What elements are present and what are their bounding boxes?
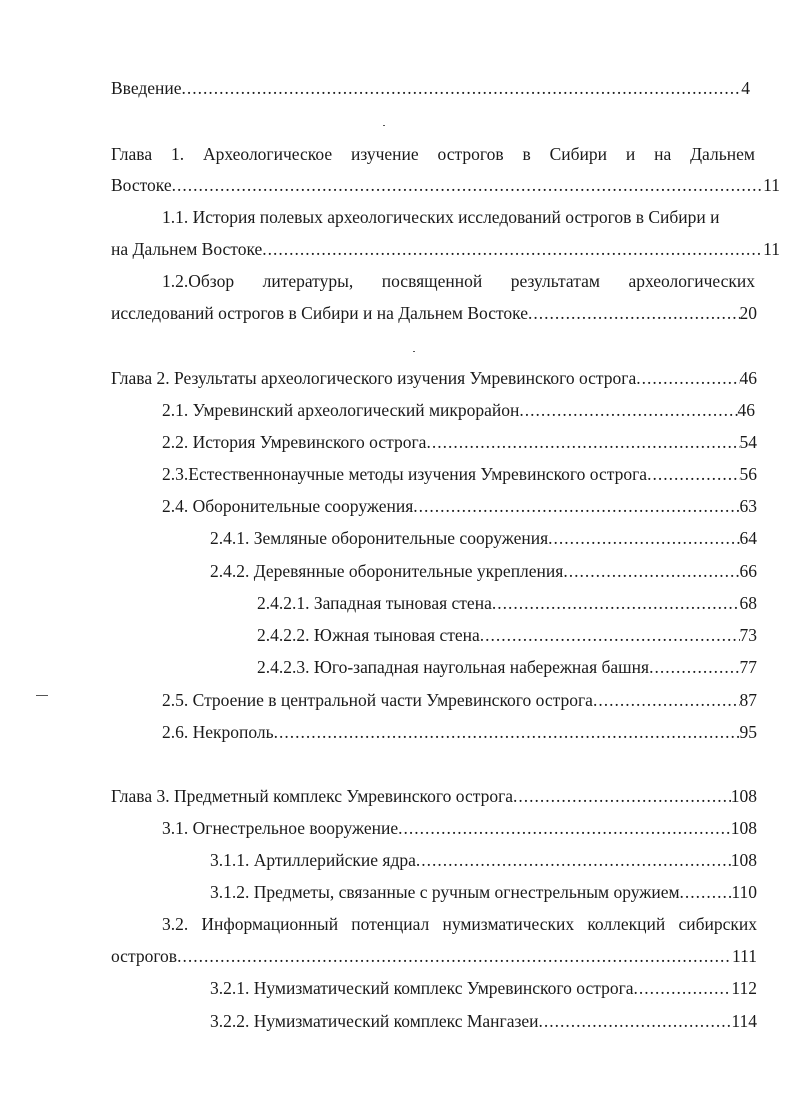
toc-entry-2-1[interactable] bbox=[162, 398, 755, 422]
toc-page-number: 46 bbox=[739, 368, 757, 388]
toc-word: и bbox=[625, 144, 636, 164]
toc-word: сибирских bbox=[678, 914, 757, 934]
toc-entry-2-4[interactable] bbox=[162, 494, 757, 518]
toc-title: острогов bbox=[111, 946, 178, 966]
toc-page-number: 108 bbox=[730, 818, 757, 838]
toc-entry-2-2[interactable] bbox=[162, 430, 757, 454]
toc-entry-chapter-1-line-2[interactable] bbox=[111, 173, 780, 197]
toc-entry-chapter-3[interactable] bbox=[111, 784, 757, 808]
dot-leader bbox=[519, 398, 737, 422]
dot-leader bbox=[262, 237, 763, 261]
toc-entry-2-4-2-1[interactable] bbox=[257, 591, 757, 615]
toc-word: на bbox=[654, 144, 672, 164]
toc-page-number: 68 bbox=[739, 593, 757, 613]
dot-leader bbox=[636, 366, 739, 390]
toc-word: 1.2.Обзор bbox=[162, 271, 235, 291]
toc-page-number: 108 bbox=[730, 786, 757, 806]
toc-entry-1-2-line-2[interactable] bbox=[111, 301, 757, 325]
toc-title: исследований острогов в Сибири и на Дальнем Востоке bbox=[111, 303, 529, 323]
toc-page-number: 11 bbox=[763, 239, 780, 259]
dot-leader bbox=[416, 848, 731, 872]
toc-title: 3.1.1. Артиллерийские ядра bbox=[210, 850, 416, 870]
toc-title: Глава 3. Предметный комплекс Умревинского острога bbox=[111, 786, 514, 806]
toc-title: 3.2.2. Нумизматический комплекс Мангазеи bbox=[210, 1011, 539, 1031]
dot-leader bbox=[274, 720, 740, 744]
toc-page-number: 112 bbox=[731, 978, 757, 998]
toc-title: 2.4.2. Деревянные оборонительные укрепления bbox=[210, 561, 564, 581]
dot-leader bbox=[649, 655, 739, 679]
toc-word: Дальнем bbox=[690, 144, 755, 164]
dot-leader bbox=[182, 76, 742, 100]
toc-page-number: 46 bbox=[737, 400, 755, 420]
toc-title: на Дальнем Востоке bbox=[111, 239, 263, 259]
toc-word: изучение bbox=[350, 144, 419, 164]
dot-leader bbox=[172, 173, 764, 197]
toc-entry-2-4-2-2[interactable] bbox=[257, 623, 757, 647]
toc-entry-intro[interactable] bbox=[111, 76, 750, 100]
dot-leader bbox=[177, 944, 732, 968]
toc-page-number: 77 bbox=[739, 657, 757, 677]
dot-leader bbox=[548, 526, 739, 550]
toc-entry-3-1[interactable] bbox=[162, 816, 757, 840]
toc-title: 2.6. Некрополь bbox=[162, 722, 274, 742]
toc-entry-3-2-1[interactable] bbox=[210, 976, 757, 1000]
toc-title: 3.2.1. Нумизматический комплекс Умревинского острога bbox=[210, 978, 634, 998]
toc-word: в bbox=[522, 144, 531, 164]
toc-entry-3-2-2[interactable] bbox=[210, 1009, 757, 1033]
dot-leader bbox=[539, 1009, 732, 1033]
dot-leader bbox=[528, 301, 739, 325]
toc-word: 3.2. bbox=[162, 914, 189, 934]
toc-title: 2.4.2.1. Западная тыновая стена bbox=[257, 593, 492, 613]
toc-word: результатам bbox=[510, 271, 600, 291]
toc-page-number: 73 bbox=[739, 625, 757, 645]
toc-page-number: 108 bbox=[730, 850, 757, 870]
toc-page-number: 87 bbox=[739, 690, 757, 710]
toc-entry-1-1-line-2[interactable] bbox=[111, 237, 780, 261]
toc-page-number: 54 bbox=[739, 432, 757, 452]
toc-word: Археологическое bbox=[202, 144, 333, 164]
toc-title: 3.1. Огнестрельное вооружение bbox=[162, 818, 399, 838]
toc-title: 2.5. Строение в центральной части Умревинского острога bbox=[162, 690, 593, 710]
dot-leader bbox=[492, 591, 740, 615]
toc-page-number: 4 bbox=[741, 78, 750, 98]
dot-leader bbox=[563, 559, 739, 583]
toc-page-number: 114 bbox=[731, 1011, 757, 1031]
toc-word: Информационный bbox=[201, 914, 339, 934]
toc-title: Введение bbox=[111, 78, 182, 98]
toc-entry-chapter-2[interactable] bbox=[111, 366, 757, 390]
toc-entry-1-1-line-1[interactable] bbox=[162, 205, 762, 229]
toc-entry-2-4-2[interactable] bbox=[210, 559, 757, 583]
dot-leader bbox=[647, 462, 739, 486]
toc-page-number: 63 bbox=[739, 496, 757, 516]
toc-page-number: 56 bbox=[739, 464, 757, 484]
toc-entry-3-2-line-1[interactable] bbox=[162, 912, 757, 936]
toc-title: Востоке bbox=[111, 175, 172, 195]
dot-leader bbox=[513, 784, 731, 808]
scan-speck bbox=[413, 351, 415, 352]
toc-entry-3-1-2[interactable] bbox=[210, 880, 757, 904]
dot-leader bbox=[593, 688, 740, 712]
toc-entry-1-2-line-1[interactable] bbox=[162, 269, 755, 293]
toc-word: литературы, bbox=[262, 271, 354, 291]
toc-page-number: 64 bbox=[739, 528, 757, 548]
scan-speck bbox=[383, 125, 385, 126]
toc-page-number: 11 bbox=[763, 175, 780, 195]
toc-title: 3.1.2. Предметы, связанные с ручным огнестрельным оружием bbox=[210, 882, 680, 902]
toc-word: коллекций bbox=[587, 914, 666, 934]
toc-entry-chapter-1-line-1[interactable] bbox=[111, 142, 755, 166]
toc-entry-2-4-2-3[interactable] bbox=[257, 655, 757, 679]
toc-word: посвященной bbox=[381, 271, 483, 291]
toc-page-number: 110 bbox=[731, 882, 757, 902]
toc-page-number: 95 bbox=[739, 722, 757, 742]
toc-word: острогов bbox=[437, 144, 504, 164]
dot-leader bbox=[413, 494, 739, 518]
toc-title: 2.4.2.3. Юго-западная наугольная набережная башня bbox=[257, 657, 650, 677]
toc-entry-2-6[interactable] bbox=[162, 720, 757, 744]
toc-entry-3-1-1[interactable] bbox=[210, 848, 757, 872]
toc-page-number: 66 bbox=[739, 561, 757, 581]
toc-page-number: 20 bbox=[739, 303, 757, 323]
toc-title: Глава 2. Результаты археологического изучения Умревинского острога bbox=[111, 368, 637, 388]
dot-leader bbox=[680, 880, 732, 904]
toc-title: 2.4. Оборонительные сооружения bbox=[162, 496, 414, 516]
toc-word: потенциал bbox=[351, 914, 430, 934]
toc-title: 1.1. История полевых археологических исследований острогов в Сибири и bbox=[162, 207, 720, 227]
toc-title: 2.2. История Умревинского острога bbox=[162, 432, 427, 452]
toc-word: археологических bbox=[628, 271, 755, 291]
toc-word: нумизматических bbox=[442, 914, 575, 934]
dot-leader bbox=[426, 430, 739, 454]
toc-entry-2-4-1[interactable] bbox=[210, 526, 757, 550]
toc-title: 2.4.2.2. Южная тыновая стена bbox=[257, 625, 480, 645]
toc-title: 2.1. Умревинский археологический микрорайон bbox=[162, 400, 520, 420]
toc-page-number: 111 bbox=[732, 946, 757, 966]
toc-title: 2.3.Естественнонаучные методы изучения Умревинского острога bbox=[162, 464, 648, 484]
toc-word: 1. bbox=[170, 144, 185, 164]
toc-entry-2-3[interactable] bbox=[162, 462, 757, 486]
dot-leader bbox=[480, 623, 740, 647]
dot-leader bbox=[634, 976, 732, 1000]
toc-title: 2.4.1. Земляные оборонительные сооружения bbox=[210, 528, 549, 548]
scan-speck bbox=[36, 695, 48, 696]
toc-entry-3-2-line-2[interactable] bbox=[111, 944, 757, 968]
toc-word: Глава bbox=[111, 144, 153, 164]
toc-word: Сибири bbox=[549, 144, 608, 164]
toc-entry-2-5[interactable] bbox=[162, 688, 757, 712]
dot-leader bbox=[398, 816, 731, 840]
